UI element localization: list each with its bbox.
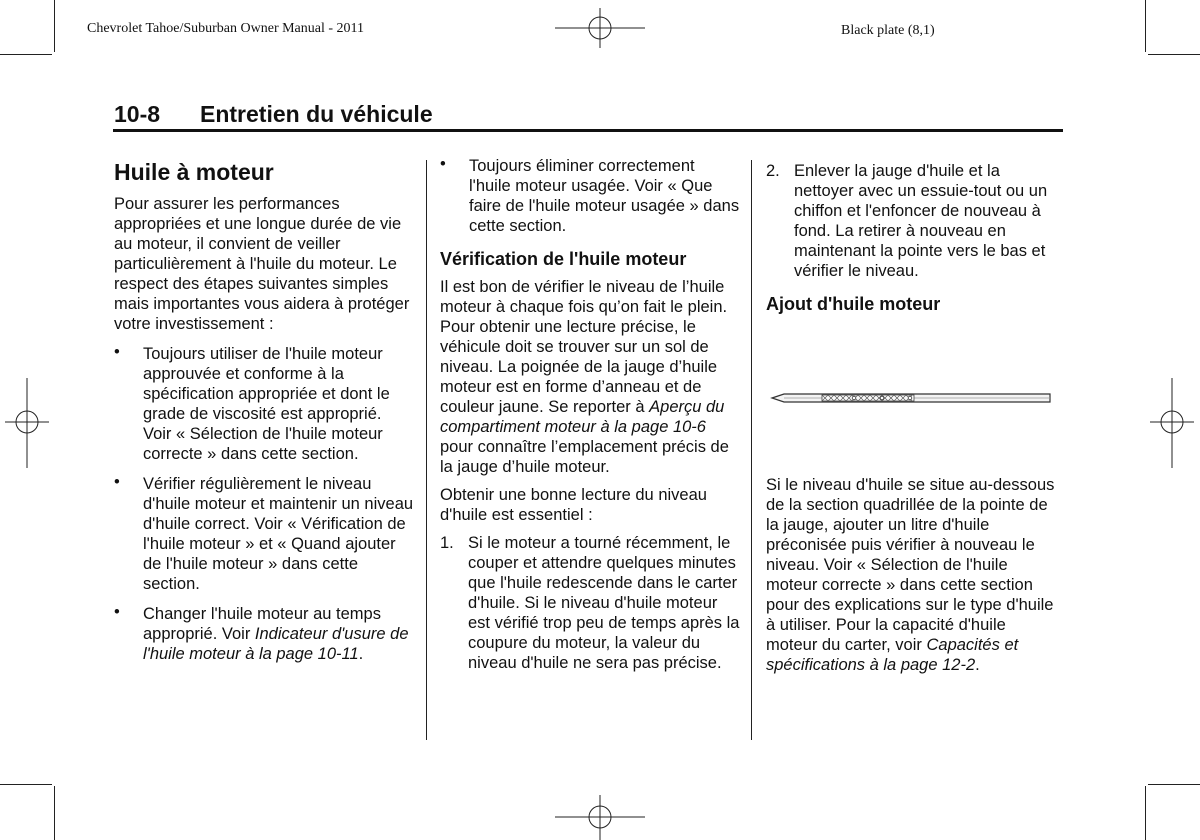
- bullet-text: Vérifier régulièrement le niveau d'huile moteur et maintenir un niveau d'huile correct. Voir « Vérification de l'huile moteur » et « Quand ajouter de l'huile moteur » dans cette section.: [143, 475, 414, 593]
- section-number: 10-8: [114, 101, 161, 127]
- bullet-icon: •: [114, 473, 120, 491]
- oil-dipstick-illustration: [770, 385, 1054, 411]
- check-paragraph: Il est bon de vérifier le niveau de l’huile moteur à chaque fois qu’on fait le plein. Pour obtenir une lecture précise, le véhicule doit se trouver sur un sol de niveau. La poignée de la jauge d’huile moteur est en forme d’anneau et de couleur jaune. Se reporter à Aperçu du compartiment moteur à la page 10-6 pour connaître l’emplacement précis de la jauge d’huile moteur.: [440, 278, 729, 476]
- heading-oil-check: Vérification de l'huile moteur: [440, 249, 687, 269]
- bullet-icon: •: [440, 155, 446, 173]
- heading-engine-oil: Huile à moteur: [114, 159, 274, 185]
- plate-label: Black plate (8,1): [841, 23, 935, 38]
- reading-paragraph: Obtenir une bonne lecture du niveau d'huile est essentiel :: [440, 486, 707, 524]
- column-1: [114, 158, 414, 664]
- cross-reference-link[interactable]: Aperçu du compartiment moteur à la page 10-6: [440, 398, 725, 436]
- crosshair-registration-icon: [1150, 378, 1194, 468]
- step-item: [440, 533, 740, 673]
- header-rule: [113, 129, 1063, 132]
- adding-paragraph: Si le niveau d'huile se situe au-dessous de la section quadrillée de la pointe de la jauge, ajouter un litre d'huile préconisée puis vérifier à nouveau le niveau. Voir « Sélection de l'huile moteur correcte » dans cette section pour des explications sur le type d'huile à utiliser. Pour la capacité d'huile moteur du carter, voir Capacités et spécifications à la page 12-2.: [766, 476, 1055, 674]
- bullet-text: Changer l'huile moteur au temps approprié. Voir: [143, 605, 381, 643]
- crop-mark: [1145, 786, 1146, 840]
- crop-mark: [54, 786, 55, 840]
- heading-adding-oil: Ajout d'huile moteur: [766, 294, 941, 314]
- cross-reference-link[interactable]: Capacités et spécifications à la page 12-2: [766, 636, 1019, 674]
- step-text: Enlever la jauge d'huile et la nettoyer avec un essuie-tout ou un chiffon et l'enfoncer de nouveau à fond. La retirer à nouveau en maintenant la pointe vers le bas et vérifier le niveau.: [794, 162, 1048, 280]
- list-item: [114, 604, 414, 664]
- crosshair-registration-icon: [555, 8, 645, 48]
- crosshair-registration-icon: [5, 378, 49, 468]
- step-number: 1.: [440, 534, 454, 552]
- step-number: 2.: [766, 162, 780, 180]
- intro-paragraph: Pour assurer les performances appropriées et une longue durée de vie au moteur, il convient de veiller particulièrement à l'huile du moteur. Le respect des étapes suivantes simples mais importantes vous aidera à protéger votre investissement :: [114, 195, 410, 333]
- manual-title: Chevrolet Tahoe/Suburban Owner Manual - 2011: [87, 21, 365, 36]
- crosshair-registration-icon: [555, 795, 645, 840]
- bullet-text: Toujours utiliser de l'huile moteur approuvée et conforme à la spécification appropriée et dont le grade de viscosité est approprié. Voir « Sélection de l'huile moteur correcte » dans cette section.: [143, 345, 390, 463]
- crop-mark: [0, 784, 52, 785]
- crop-mark: [54, 0, 55, 52]
- crop-mark: [1148, 54, 1200, 55]
- bullet-text: Toujours éliminer correctement l'huile moteur usagée. Voir « Que faire de l'huile moteur usagée » dans cette section.: [469, 157, 740, 235]
- list-item: [440, 156, 740, 236]
- bullet-icon: •: [114, 603, 120, 621]
- cross-reference-link[interactable]: Indicateur d'usure de l'huile moteur à la page 10-11: [143, 625, 409, 663]
- crop-mark: [1145, 0, 1146, 52]
- step-text: Si le moteur a tourné récemment, le couper et attendre quelques minutes que l'huile redescende dans le carter d'huile. Si le niveau d'huile moteur est vérifié trop peu de temps après la coupure du moteur, la valeur du niveau d'huile ne sera pas précise.: [468, 534, 740, 672]
- section-title: Entretien du véhicule: [200, 101, 433, 127]
- crop-mark: [1148, 784, 1200, 785]
- bullet-icon: •: [114, 343, 120, 361]
- column-divider: [426, 160, 427, 740]
- column-divider: [751, 160, 752, 740]
- list-item: [114, 474, 414, 594]
- bullet-text-end: .: [358, 645, 364, 663]
- step-item: [766, 161, 1058, 281]
- column-2: [440, 156, 740, 673]
- list-item: [114, 344, 414, 464]
- column-3: [766, 161, 1058, 675]
- crop-mark: [0, 54, 52, 55]
